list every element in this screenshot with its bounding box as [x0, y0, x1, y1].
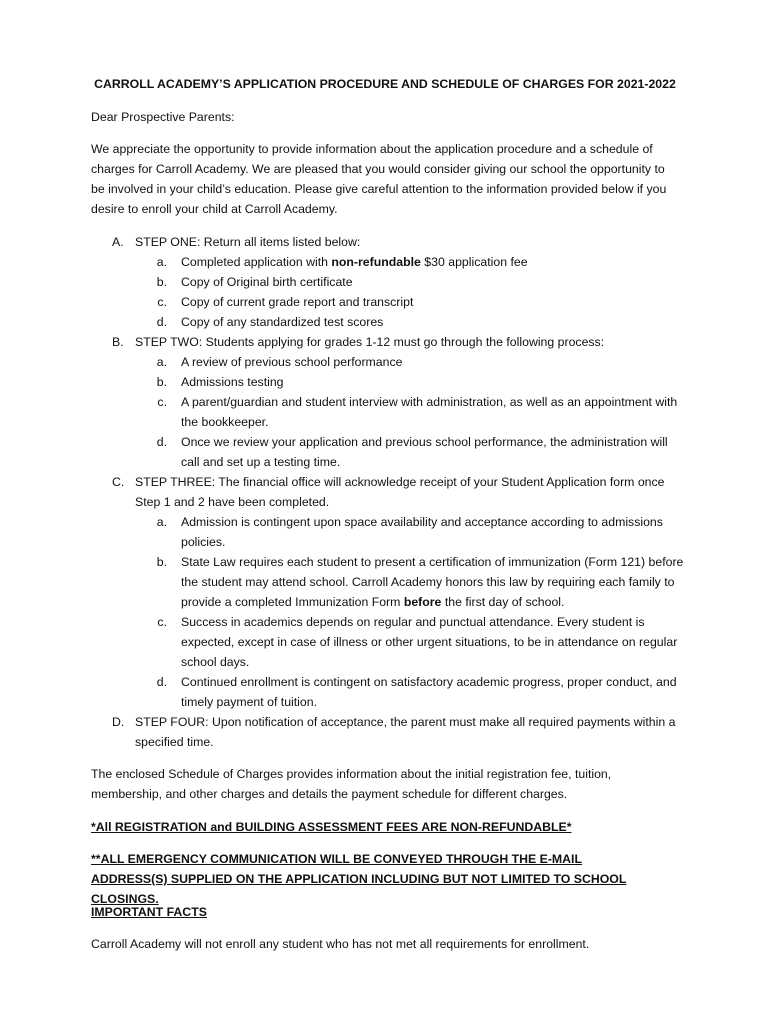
subitem-letter: a.: [156, 255, 167, 269]
subitem-text: Admissions testing: [181, 375, 284, 389]
step-text: STEP ONE: Return all items listed below:: [135, 235, 361, 249]
step-subitem: [91, 372, 691, 392]
step-subitem: [91, 552, 691, 612]
step-letter: B.: [112, 335, 124, 349]
step-subitem: [91, 512, 691, 552]
step-letter: C.: [112, 475, 125, 489]
steps-list: [91, 232, 691, 752]
subitem-text: Once we review your application and previous school performance, the administration will call and set up a testing time.: [181, 435, 668, 469]
enclosed-paragraph: The enclosed Schedule of Charges provides information about the initial registration fee, tuition, membership, and other charges and details the payment schedule for different charges.: [91, 767, 612, 801]
document-title: CARROLL ACADEMY’S APPLICATION PROCEDURE AND SCHEDULE OF CHARGES FOR 2021-2022: [94, 77, 676, 91]
subitem-text: A review of previous school performance: [181, 355, 403, 369]
step-subitem: [91, 292, 691, 312]
emphasis-text: non-refundable: [331, 255, 421, 269]
subitem-text: A parent/guardian and student interview with administration, as well as an appointment with the bookkeeper.: [181, 395, 678, 429]
important-facts-text: Carroll Academy will not enroll any student who has not met all requirements for enrollment.: [91, 937, 590, 951]
step-text: STEP THREE: The financial office will acknowledge receipt of your Student Application form once Step 1 and 2 have been completed.: [135, 475, 665, 509]
subitem-letter: a.: [156, 515, 167, 529]
step-letter: D.: [112, 715, 125, 729]
step-item: [91, 232, 691, 332]
fees-notice: *All REGISTRATION and BUILDING ASSESSMENT FEES ARE NON-REFUNDABLE*: [91, 820, 572, 834]
subitem-text: Copy of any standardized test scores: [181, 315, 384, 329]
subitem-letter: b.: [156, 375, 167, 389]
subitem-letter: c.: [157, 295, 167, 309]
step-subitem: [91, 612, 691, 672]
subitem-letter: d.: [156, 675, 167, 689]
subitem-letter: b.: [156, 275, 167, 289]
step-subitem: [91, 312, 691, 332]
subitem-letter: d.: [156, 435, 167, 449]
emphasis-text: before: [403, 595, 442, 609]
step-item: [91, 332, 691, 472]
subitem-text: State Law requires each student to present a certification of immunization (Form 121) before the student may attend school. Carroll Academy honors this law by requiring each family to provide a completed Immunization Form before the first day of school.: [181, 555, 684, 609]
important-facts-heading: IMPORTANT FACTS: [91, 905, 207, 919]
step-letter: A.: [112, 235, 124, 249]
subitem-letter: a.: [156, 355, 167, 369]
email-notice: **ALL EMERGENCY COMMUNICATION WILL BE CONVEYED THROUGH THE E-MAIL ADDRESS(S) SUPPLIED ON THE APPLICATION INCLUDING BUT NOT LIMITED TO SCHOOL CLOSINGS.: [91, 852, 627, 906]
step-subitem: [91, 432, 691, 472]
step-text: STEP FOUR: Upon notification of acceptance, the parent must make all required payments within a specified time.: [135, 715, 676, 749]
subitem-letter: d.: [156, 315, 167, 329]
salutation: Dear Prospective Parents:: [91, 110, 235, 124]
step-subitem: [91, 672, 691, 712]
step-item: [91, 472, 691, 712]
subitem-letter: c.: [157, 615, 167, 629]
step-item: [91, 712, 691, 752]
step-subitem: [91, 352, 691, 372]
step-text: STEP TWO: Students applying for grades 1-12 must go through the following process:: [135, 335, 605, 349]
subitem-text: Copy of current grade report and transcript: [181, 295, 414, 309]
subitem-letter: c.: [157, 395, 167, 409]
subitem-text: Admission is contingent upon space availability and acceptance according to admissions policies.: [181, 515, 663, 549]
subitem-text: Completed application with non-refundable $30 application fee: [181, 255, 528, 269]
subitem-letter: b.: [156, 555, 167, 569]
subitem-text: Copy of Original birth certificate: [181, 275, 353, 289]
subitem-text: Continued enrollment is contingent on satisfactory academic progress, proper conduct, and timely payment of tuition.: [181, 675, 677, 709]
subitem-text: Success in academics depends on regular and punctual attendance. Every student is expected, except in case of illness or other urgent situations, to be in attendance on regular school days.: [181, 615, 678, 669]
step-subitem: [91, 252, 691, 272]
step-subitem: [91, 392, 691, 432]
intro-paragraph: We appreciate the opportunity to provide information about the application procedure and a schedule of charges for Carroll Academy. We are pleased that you would consider giving our school the opportunity to be involved in your child’s education. Please give careful attention to the information provided below if you desire to enroll your child at Carroll Academy.: [91, 142, 667, 216]
step-subitem: [91, 272, 691, 292]
